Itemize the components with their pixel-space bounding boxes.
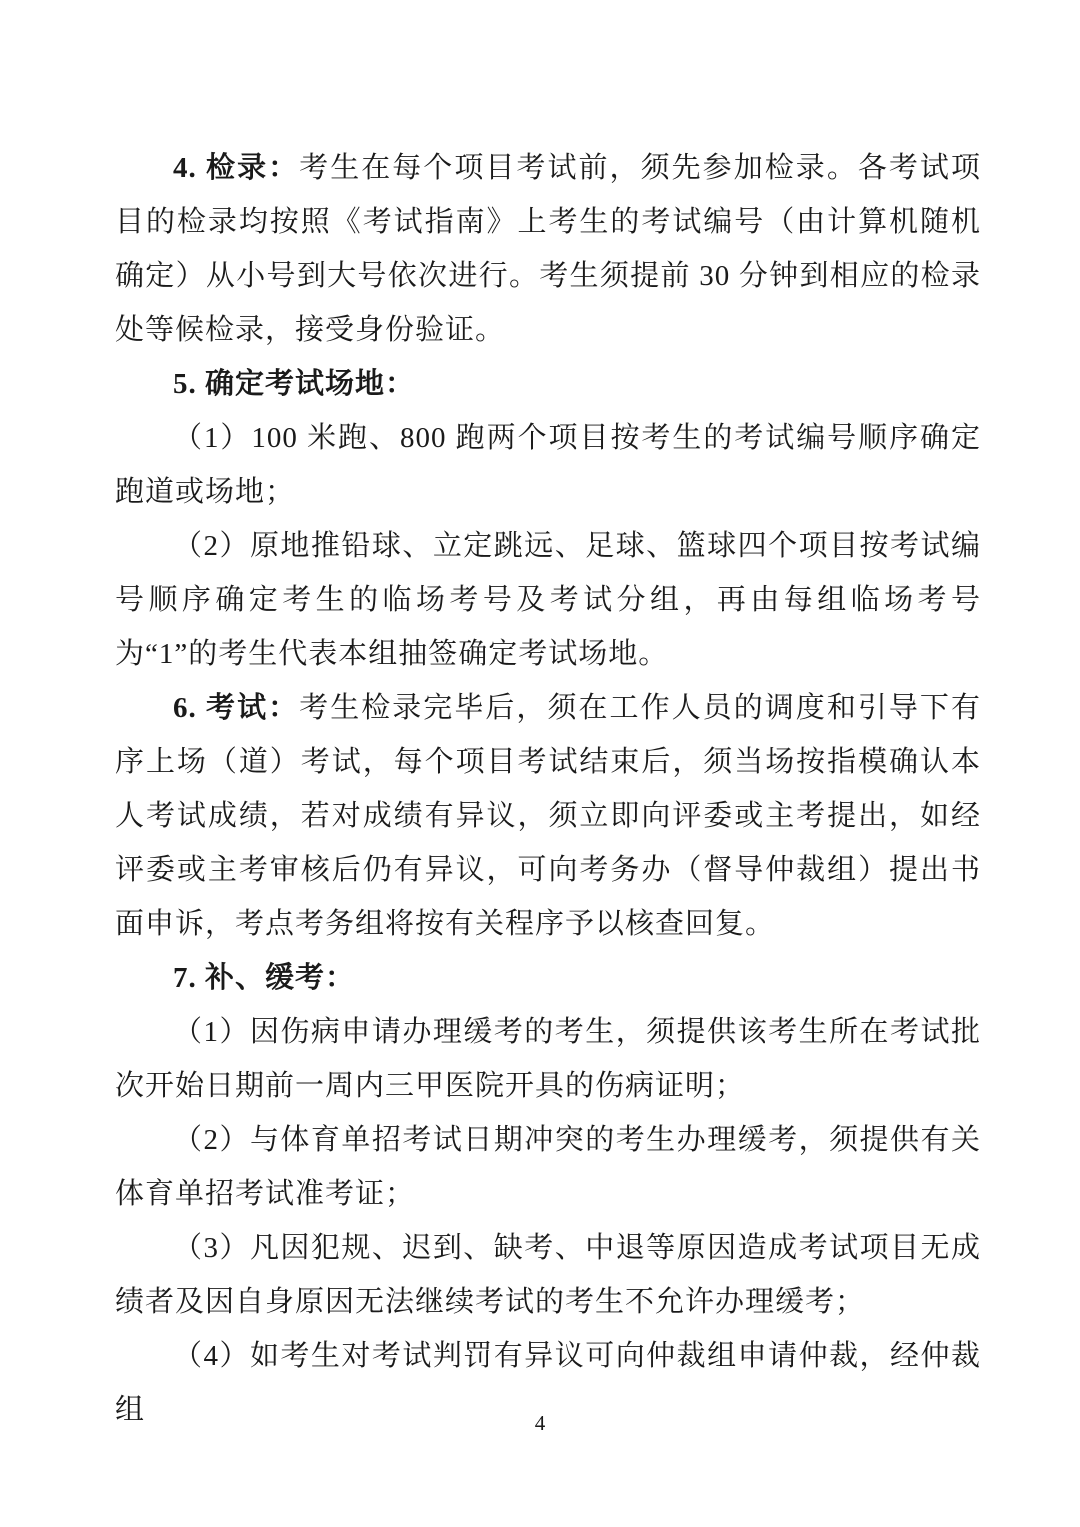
paragraph-makeup-heading [115,951,981,1005]
paragraph-exam [115,681,981,951]
paragraph-venue-item-1-text: （1）100 米跑、800 跑两个项目按考生的考试编号顺序确定跑道或场地； [115,422,981,508]
paragraph-exam-heading: 6. 考试： [173,692,300,724]
paragraph-exam-text: 考生检录完毕后，须在工作人员的调度和引导下有序上场（道）考试，每个项目考试结束后，须当场按指模确认本人考试成绩，若对成绩有异议，须立即向评委或主考提出，如经评委或主考审核后仍有异议，可向考务办（督导仲裁组）提出书面申诉，考点考务组将按有关程序予以核查回复。 [115,692,981,940]
page-number: 4 [534,1411,546,1435]
paragraph-checkin-heading: 4. 检录： [173,152,300,184]
paragraph-checkin-text: 考生在每个项目考试前，须先参加检录。各考试项目的检录均按照《考试指南》上考生的考试编号（由计算机随机确定）从小号到大号依次进行。考生须提前 30 分钟到相应的检录处等候检录，接受身份验证。 [115,152,981,346]
document-body [115,141,981,1437]
paragraph-makeup-item-3-text: （3）凡因犯规、迟到、缺考、中退等原因造成考试项目无成绩者及因自身原因无法继续考试的考生不允许办理缓考； [115,1232,981,1318]
paragraph-venue-item-2-text: （2）原地推铅球、立定跳远、足球、篮球四个项目按考试编号顺序确定考生的临场考号及考试分组，再由每组临场考号为“1”的考生代表本组抽签确定考试场地。 [115,530,981,670]
paragraph-venue-item-1 [115,411,981,519]
paragraph-makeup-item-2-text: （2）与体育单招考试日期冲突的考生办理缓考，须提供有关体育单招考试准考证； [115,1124,981,1210]
paragraph-makeup-item-4-text: （4）如考生对考试判罚有异议可向仲裁组申请仲裁，经仲裁组 [115,1340,981,1426]
paragraph-venue-heading [115,357,981,411]
paragraph-makeup-item-2 [115,1113,981,1221]
paragraph-venue-heading-text: 5. 确定考试场地： [173,368,416,400]
paragraph-makeup-item-1-text: （1）因伤病申请办理缓考的考生，须提供该考生所在考试批次开始日期前一周内三甲医院开具的伤病证明； [115,1016,981,1102]
paragraph-makeup-heading-text: 7. 补、缓考： [173,962,356,994]
paragraph-makeup-item-1 [115,1005,981,1113]
paragraph-makeup-item-3 [115,1221,981,1329]
paragraph-venue-item-2 [115,519,981,681]
paragraph-checkin [115,141,981,357]
